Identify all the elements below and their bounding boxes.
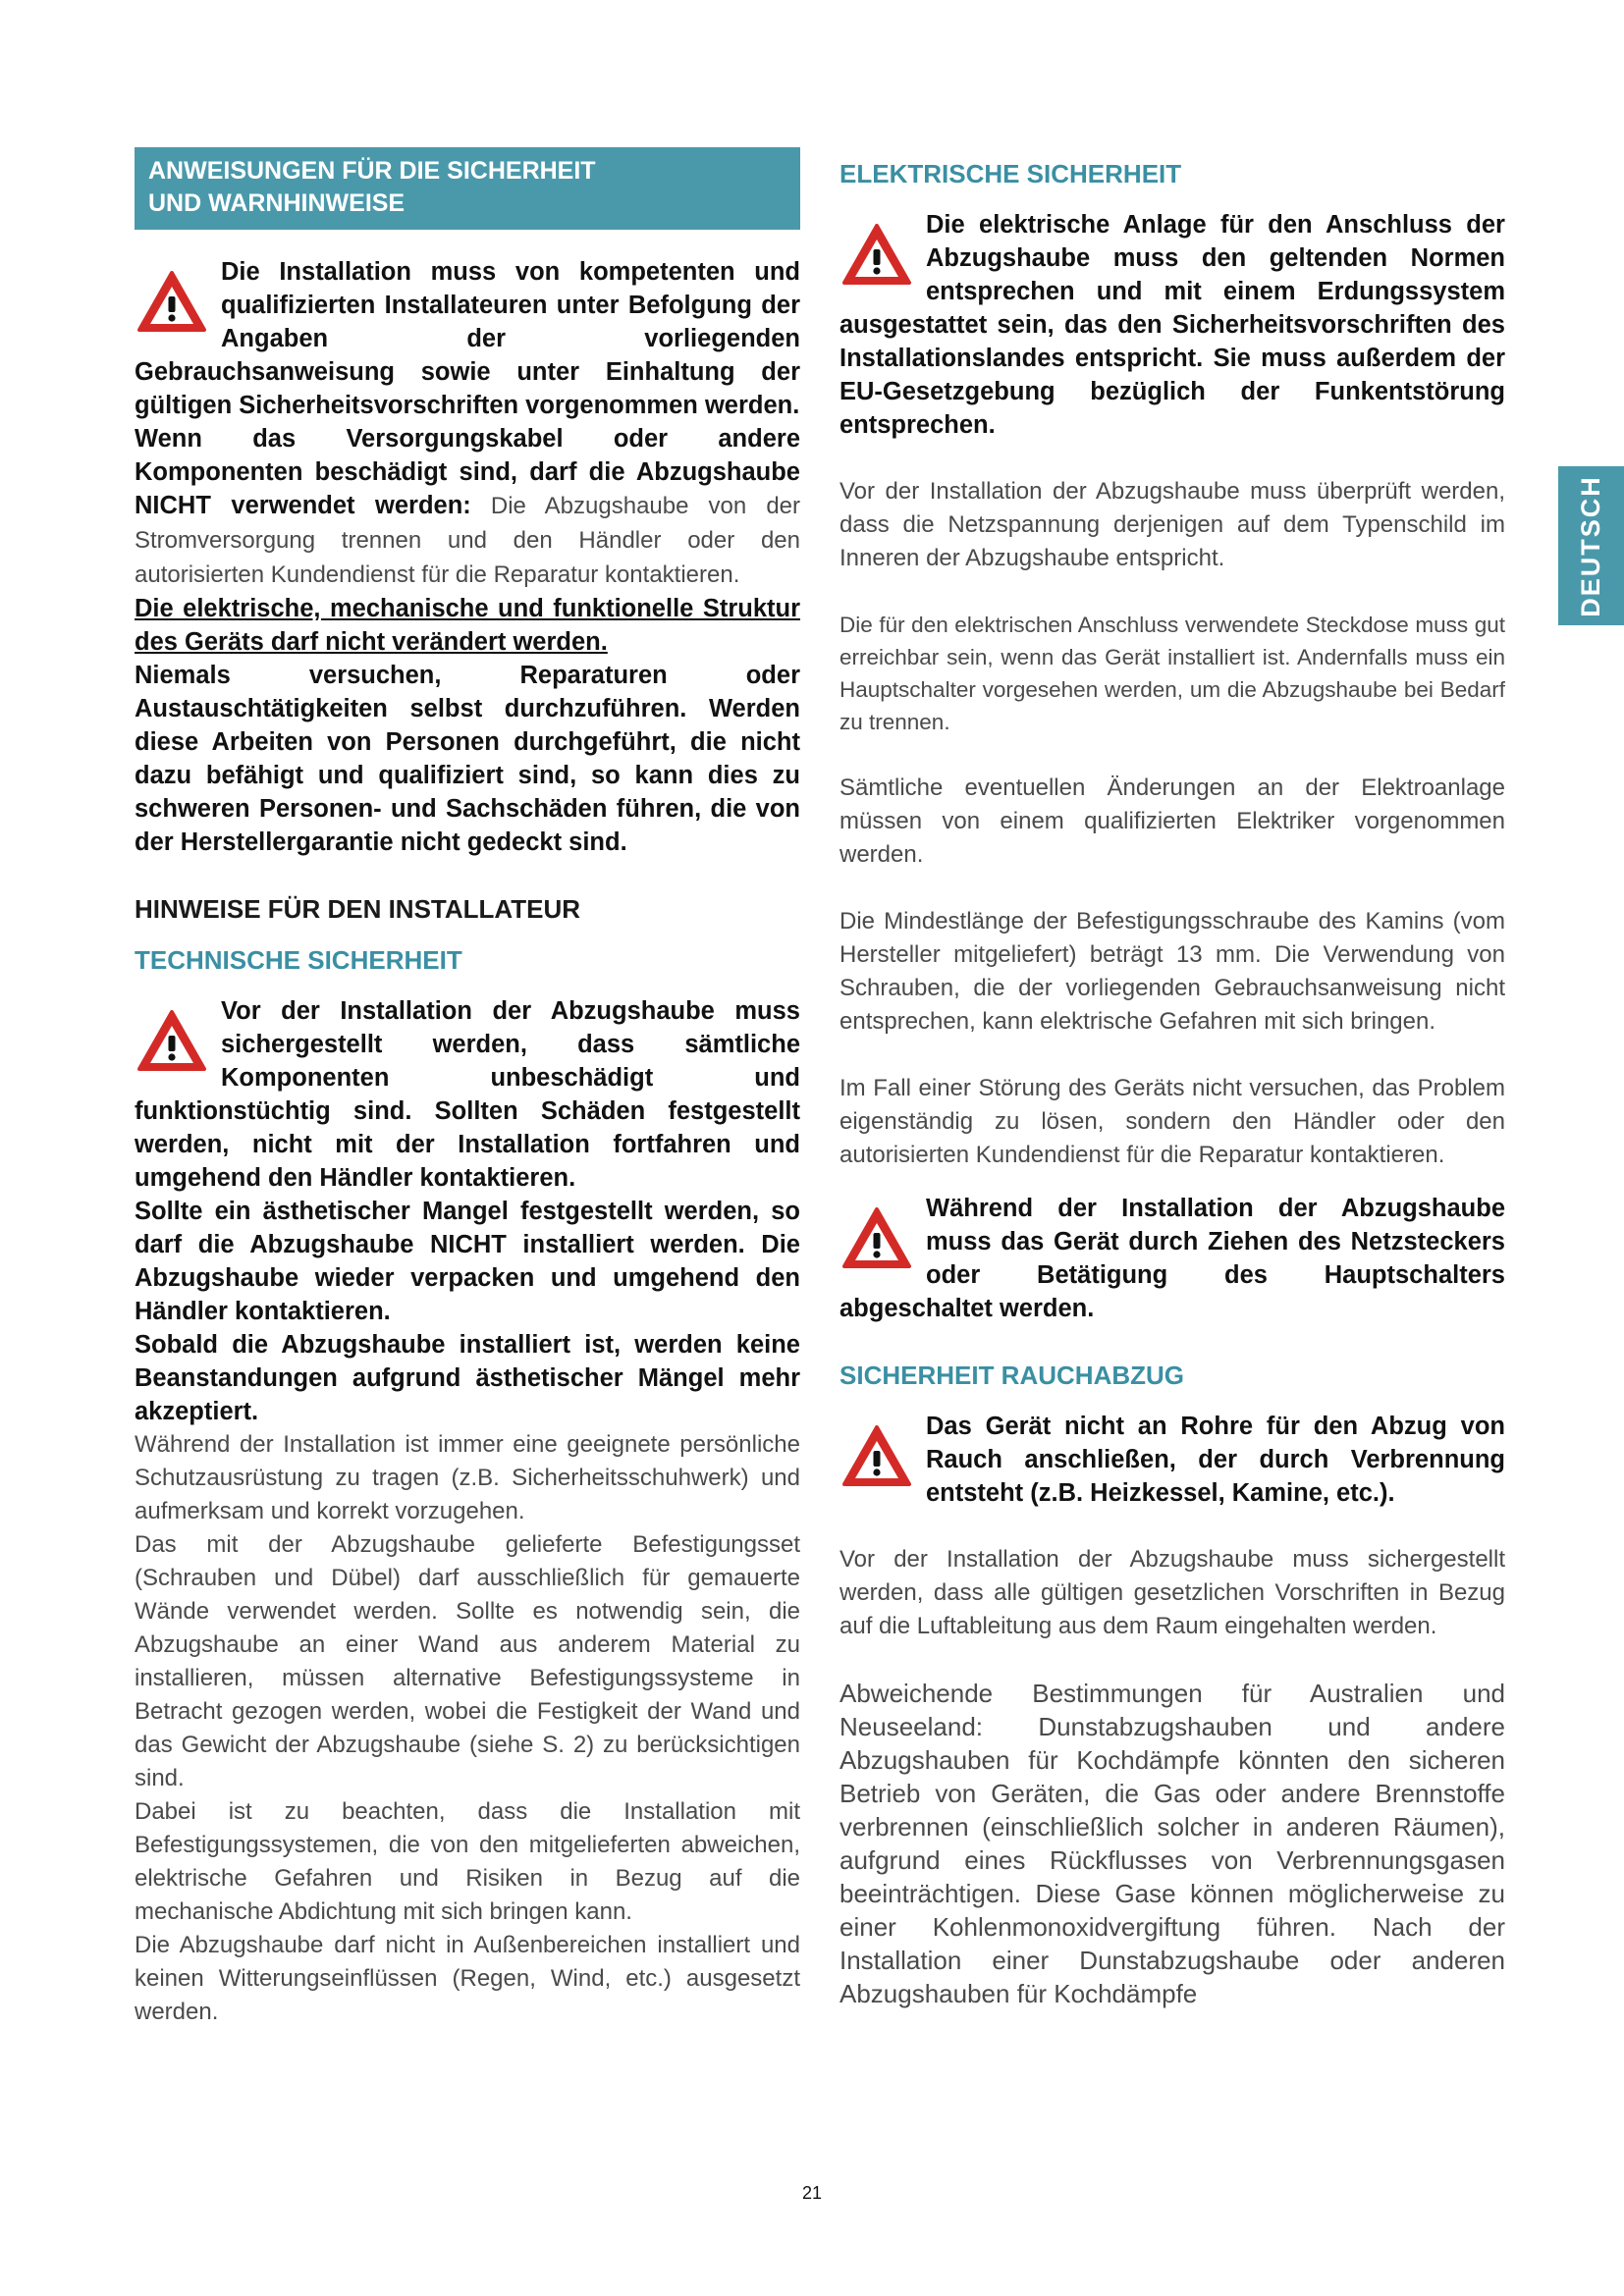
warning-block-electrical xyxy=(839,208,1505,442)
damaged-cable-bold: Wenn das Versorgungskabel oder andere Komponenten beschädigt sind, darf die Abzugshaube NICHT verwendet werden: xyxy=(135,425,800,519)
electrician-paragraph: Sämtliche eventuellen Änderungen an der Elektroanlage müssen von einem qualifizierten Elektriker vorgenommen werden. xyxy=(839,774,1505,868)
malfunction-paragraph: Im Fall einer Störung des Geräts nicht versuchen, das Problem eigenständig zu lösen, sondern den Händler oder den autorisierten Kundendienst für die Reparatur kontaktieren. xyxy=(839,1075,1505,1168)
no-complaints-paragraph: Sobald die Abzugshaube installiert ist, werden keine Beanstandungen aufgrund ästhetischer Mängel mehr akzeptiert. xyxy=(135,1331,800,1425)
structure-warning: Die elektrische, mechanische und funktionelle Struktur des Geräts darf nicht verändert werden. xyxy=(135,595,800,656)
air-exhaust-paragraph: Vor der Installation der Abzugshaube muss sichergestellt werden, dass alle gültigen gesetzlichen Vorschriften in Bezug auf die Luftableitung aus dem Raum eingehalten werden. xyxy=(839,1546,1505,1639)
warning-icon xyxy=(841,222,912,287)
warning-icon xyxy=(136,1008,207,1073)
right-column xyxy=(839,147,1505,2010)
warning-block-power-off xyxy=(839,1192,1505,1325)
mounting-kit-paragraph: Das mit der Abzugshaube gelieferte Befestigungsset (Schrauben und Dübel) darf ausschließlich für gemauerte Wände verwendet werden. Sollte es notwendig sein, die Abzugshaube an einer Wand aus anderem Material zu installieren, müssen alternative Befestigungssysteme in Betracht gezogen werden, wobei die Festigkeit der Wand und das Gewicht der Abzugshaube (siehe S. 2) zu berücksichtigen sind. xyxy=(135,1531,800,1791)
left-column xyxy=(135,147,800,2029)
electrical-safety-heading: ELEKTRISCHE SICHERHEIT xyxy=(839,159,1182,188)
installer-heading: HINWEISE FÜR DEN INSTALLATEUR xyxy=(135,894,581,924)
language-tab xyxy=(1558,466,1624,625)
damaged-cable-paragraph xyxy=(135,422,800,592)
warning-text-smoke: Das Gerät nicht an Rohre für den Abzug von Rauch anschließen, der durch Verbrennung entsteht (z.B. Heizkessel, Kamine, etc.). xyxy=(926,1413,1505,1507)
outdoor-paragraph: Die Abzugshaube darf nicht in Außenbereichen installiert und keinen Witterungseinflüssen (Regen, Wind, etc.) ausgesetzt werden. xyxy=(135,1932,800,2025)
warning-icon xyxy=(841,1205,912,1270)
protective-equipment-paragraph: Während der Installation ist immer eine geeignete persönliche Schutzausrüstung zu tragen (z.B. Sicherheitsschuhwerk) und aufmerksam und korrekt vorzugehen. xyxy=(135,1431,800,1524)
repair-warning: Niemals versuchen, Reparaturen oder Austauschtätigkeiten selbst durchzuführen. Werden diese Arbeiten von Personen durchgeführt, die nicht dazu befähigt und qualifiziert sind, so kann dies zu schweren Personen- und Sachschäden führen, die von der Herstellergarantie nicht gedeckt sind. xyxy=(135,662,800,856)
warning-icon xyxy=(136,269,207,334)
warning-block-smoke xyxy=(839,1410,1505,1510)
screw-length-paragraph: Die Mindestlänge der Befestigungsschraube des Kamins (vom Hersteller mitgeliefert) beträgt 13 mm. Die Verwendung von Schrauben, die der vorliegenden Gebrauchsanweisung nicht entsprechen, kann elektrische Gefahren mit sich bringen. xyxy=(839,908,1505,1035)
aesthetic-defect-paragraph: Sollte ein ästhetischer Mangel festgestellt werden, so darf die Abzugshaube NICHT installiert werden. Die Abzugshaube wieder verpacken und umgehend den Händler kontaktieren. xyxy=(135,1198,800,1325)
smoke-safety-heading: SICHERHEIT RAUCHABZUG xyxy=(839,1361,1184,1390)
section-header-line-2: UND WARNHINWEISE xyxy=(148,189,406,217)
warning-text-electrical: Die elektrische Anlage für den Anschluss der Abzugshaube muss den geltenden Normen entsprechen und mit einem Erdungssystem ausgestattet sein, das den Sicherheitsvorschriften des Installationslandes entspricht. Sie muss außerdem der EU-Gesetzgebung bezüglich der Funkentstörung entsprechen. xyxy=(839,211,1505,439)
section-header-safety xyxy=(135,147,800,230)
page-number: 21 xyxy=(801,2183,823,2203)
warning-text-installation: Die Installation muss von kompetenten und qualifizierten Installateuren unter Befolgung der Angaben der vorliegenden Gebrauchsanweisung sowie unter Einhaltung der gültigen Sicherheitsvorschriften vorgenommen werden. xyxy=(135,258,800,419)
damaged-cable-rest: Die Abzugshaube von der Stromversorgung trennen und den Händler oder den autorisierten Kundendienst für die Reparatur kontaktieren. xyxy=(135,493,800,588)
warning-icon xyxy=(841,1423,912,1488)
technical-safety-heading: TECHNISCHE SICHERHEIT xyxy=(135,945,462,975)
language-tab-label: DEUTSCH xyxy=(1576,474,1606,617)
warning-block-technical xyxy=(135,994,800,1195)
alternative-fixing-paragraph: Dabei ist zu beachten, dass die Installation mit Befestigungssystemen, die von den mitgelieferten abweichen, elektrische Gefahren und Risiken in Bezug auf die mechanische Abdichtung mit sich bringen kann. xyxy=(135,1798,800,1925)
warning-text-technical: Vor der Installation der Abzugshaube muss sichergestellt werden, dass sämtliche Komponenten unbeschädigt und funktionstüchtig sind. Sollten Schäden festgestellt werden, nicht mit der Installation fortfahren und umgehend den Händler kontaktieren. xyxy=(135,997,800,1192)
section-header-line-1: ANWEISUNGEN FÜR DIE SICHERHEIT xyxy=(148,157,596,185)
warning-text-power-off: Während der Installation der Abzugshaube muss das Gerät durch Ziehen des Netzsteckers oder Betätigung des Hauptschalters abgeschaltet werden. xyxy=(839,1195,1505,1322)
australia-paragraph: Abweichende Bestimmungen für Australien und Neuseeland: Dunstabzugshauben und andere Abzugshauben für Kochdämpfe könnten den sicheren Betrieb von Geräten, die Gas oder andere Brennstoffe verbrennen (einschließlich solcher in anderen Räumen), aufgrund eines Rückflusses von Verbrennungsgasen beeinträchtigen. Diese Gase können möglicherweise zu einer Kohlenmonoxidvergiftung führen. Nach der Installation einer Dunstabzugshaube oder anderen Abzugshauben für Kochdämpfe xyxy=(839,1679,1505,2008)
voltage-check-paragraph: Vor der Installation der Abzugshaube muss überprüft werden, dass die Netzspannung derjenigen auf dem Typenschild im Inneren der Abzugshaube entspricht. xyxy=(839,478,1505,571)
socket-paragraph: Die für den elektrischen Anschluss verwendete Steckdose muss gut erreichbar sein, wenn das Gerät installiert ist. Andernfalls muss ein Hauptschalter vorgesehen werden, um die Abzugshaube bei Bedarf zu trennen. xyxy=(839,613,1505,734)
warning-block-installation xyxy=(135,255,800,422)
